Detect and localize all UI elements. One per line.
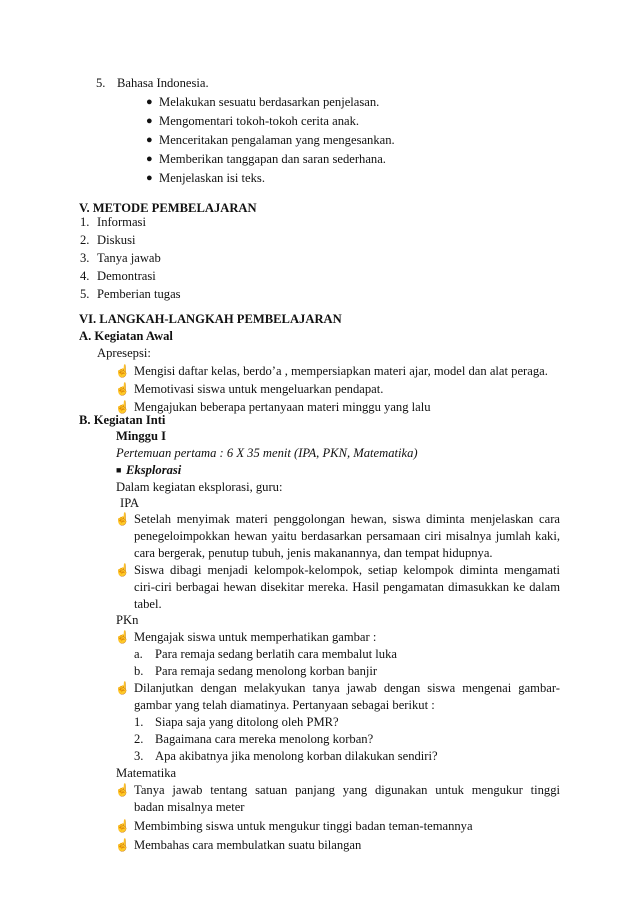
bullet-dot-icon: ●: [146, 153, 153, 165]
meeting-info: Pertemuan pertama : 6 X 35 menit (IPA, PKN, Matematika): [116, 446, 418, 460]
eksplorasi-heading: Eksplorasi: [126, 463, 182, 477]
eksplorasi-intro: Dalam kegiatan eksplorasi, guru:: [116, 480, 283, 494]
pointing-hand-icon: ☝: [115, 512, 130, 526]
list-letter: b.: [134, 664, 144, 678]
pointing-hand-icon: ☝: [115, 681, 130, 695]
list-letter: a.: [134, 647, 143, 661]
paragraph-line: badan misalnya meter: [134, 800, 245, 814]
list-item: Para remaja sedang menolong korban banjir: [155, 664, 378, 678]
pointing-hand-icon: ☝: [115, 364, 130, 378]
paragraph-line: tabel.: [134, 597, 162, 611]
section-title: VI. LANGKAH-LANGKAH PEMBELAJARAN: [79, 312, 342, 326]
list-number: 5.: [96, 76, 106, 90]
list-item: Demontrasi: [97, 269, 156, 283]
subject-label-matematika: Matematika: [116, 766, 177, 780]
pointing-hand-icon: ☝: [115, 630, 130, 644]
list-number: 2.: [134, 732, 144, 746]
list-item: Para remaja sedang berlatih cara membalut luka: [155, 647, 397, 661]
list-item: Siapa saja yang ditolong oleh PMR?: [155, 715, 339, 729]
section-title: V. METODE PEMBELAJARAN: [79, 201, 257, 215]
list-item: Bagaimana cara mereka menolong korban?: [155, 732, 374, 746]
subject-label-ipa: IPA: [120, 496, 140, 510]
paragraph-line: Siswa dibagi menjadi kelompok-kelompok, setiap kelompok diminta mengamati: [134, 563, 560, 577]
paragraph-line: penegeloimpokkan hewan yaitu berdasarkan persamaan ciri misalnya jumlah kaki,: [134, 529, 560, 543]
pointing-hand-icon: ☝: [115, 783, 130, 797]
list-item: Membahas cara membulatkan suatu bilangan: [134, 838, 362, 852]
list-item: Informasi: [97, 215, 146, 229]
list-number: 1.: [80, 215, 90, 229]
paragraph-line: cara bergerak, penutup tubuh, jenis makanannya, dan tempat hidupnya.: [134, 546, 493, 560]
paragraph-line: Setelah menyimak materi penggolongan hewan, siswa diminta menjelaskan cara: [134, 512, 560, 526]
list-item: Membimbing siswa untuk mengukur tinggi badan teman-temannya: [134, 819, 473, 833]
paragraph-line: gambar yang telah diamatinya. Pertanyaan sebagai berikut :: [134, 698, 435, 712]
apersepsi-label: Apresepsi:: [97, 346, 151, 360]
paragraph-line: Dilanjutkan dengan melakyukan tanya jawab dengan siswa mengenai gambar-: [134, 681, 560, 695]
list-number: 1.: [134, 715, 144, 729]
square-bullet-icon: ■: [116, 465, 122, 475]
pointing-hand-icon: ☝: [115, 819, 130, 833]
bullet-dot-icon: ●: [146, 134, 153, 146]
list-item: Apa akibatnya jika menolong korban dilakukan sendiri?: [155, 749, 438, 763]
list-item: Mengajak siswa untuk memperhatikan gambar :: [134, 630, 377, 644]
list-number: 3.: [134, 749, 144, 763]
list-number: 5.: [80, 287, 90, 301]
list-item: Mengajukan beberapa pertanyaan materi minggu yang lalu: [134, 400, 431, 414]
list-item: Melakukan sesuatu berdasarkan penjelasan.: [159, 95, 380, 109]
bullet-dot-icon: ●: [146, 172, 153, 184]
bullet-dot-icon: ●: [146, 96, 153, 108]
list-number: 3.: [80, 251, 90, 265]
list-item: Diskusi: [97, 233, 136, 247]
paragraph-line: Tanya jawab tentang satuan panjang yang digunakan untuk mengukur tinggi: [134, 783, 560, 797]
list-number: 4.: [80, 269, 90, 283]
subsection-title: B. Kegiatan Inti: [79, 413, 166, 427]
list-item: Memberikan tanggapan dan saran sederhana.: [159, 152, 386, 166]
list-item: Mengisi daftar kelas, berdo’a , mempersiapkan materi ajar, model dan alat peraga.: [134, 364, 548, 378]
bullet-dot-icon: ●: [146, 115, 153, 127]
pointing-hand-icon: ☝: [115, 563, 130, 577]
list-item: Menjelaskan isi teks.: [159, 171, 265, 185]
pointing-hand-icon: ☝: [115, 838, 130, 852]
subject-heading: Bahasa Indonesia.: [117, 76, 209, 90]
subject-label-pkn: PKn: [116, 613, 139, 627]
list-item: Mengomentari tokoh-tokoh cerita anak.: [159, 114, 360, 128]
list-item: Memotivasi siswa untuk mengeluarkan pendapat.: [134, 382, 384, 396]
list-number: 2.: [80, 233, 90, 247]
list-item: Menceritakan pengalaman yang mengesankan.: [159, 133, 395, 147]
list-item: Pemberian tugas: [97, 287, 181, 301]
week-title: Minggu I: [116, 429, 167, 443]
list-item: Tanya jawab: [97, 251, 161, 265]
pointing-hand-icon: ☝: [115, 382, 130, 396]
paragraph-line: ciri-ciri berbagai hewan disekitar mereka. Hasil pengamatan dimasukkan ke dalam: [134, 580, 560, 594]
pointing-hand-icon: ☝: [115, 400, 130, 414]
subsection-title: A. Kegiatan Awal: [79, 329, 173, 343]
